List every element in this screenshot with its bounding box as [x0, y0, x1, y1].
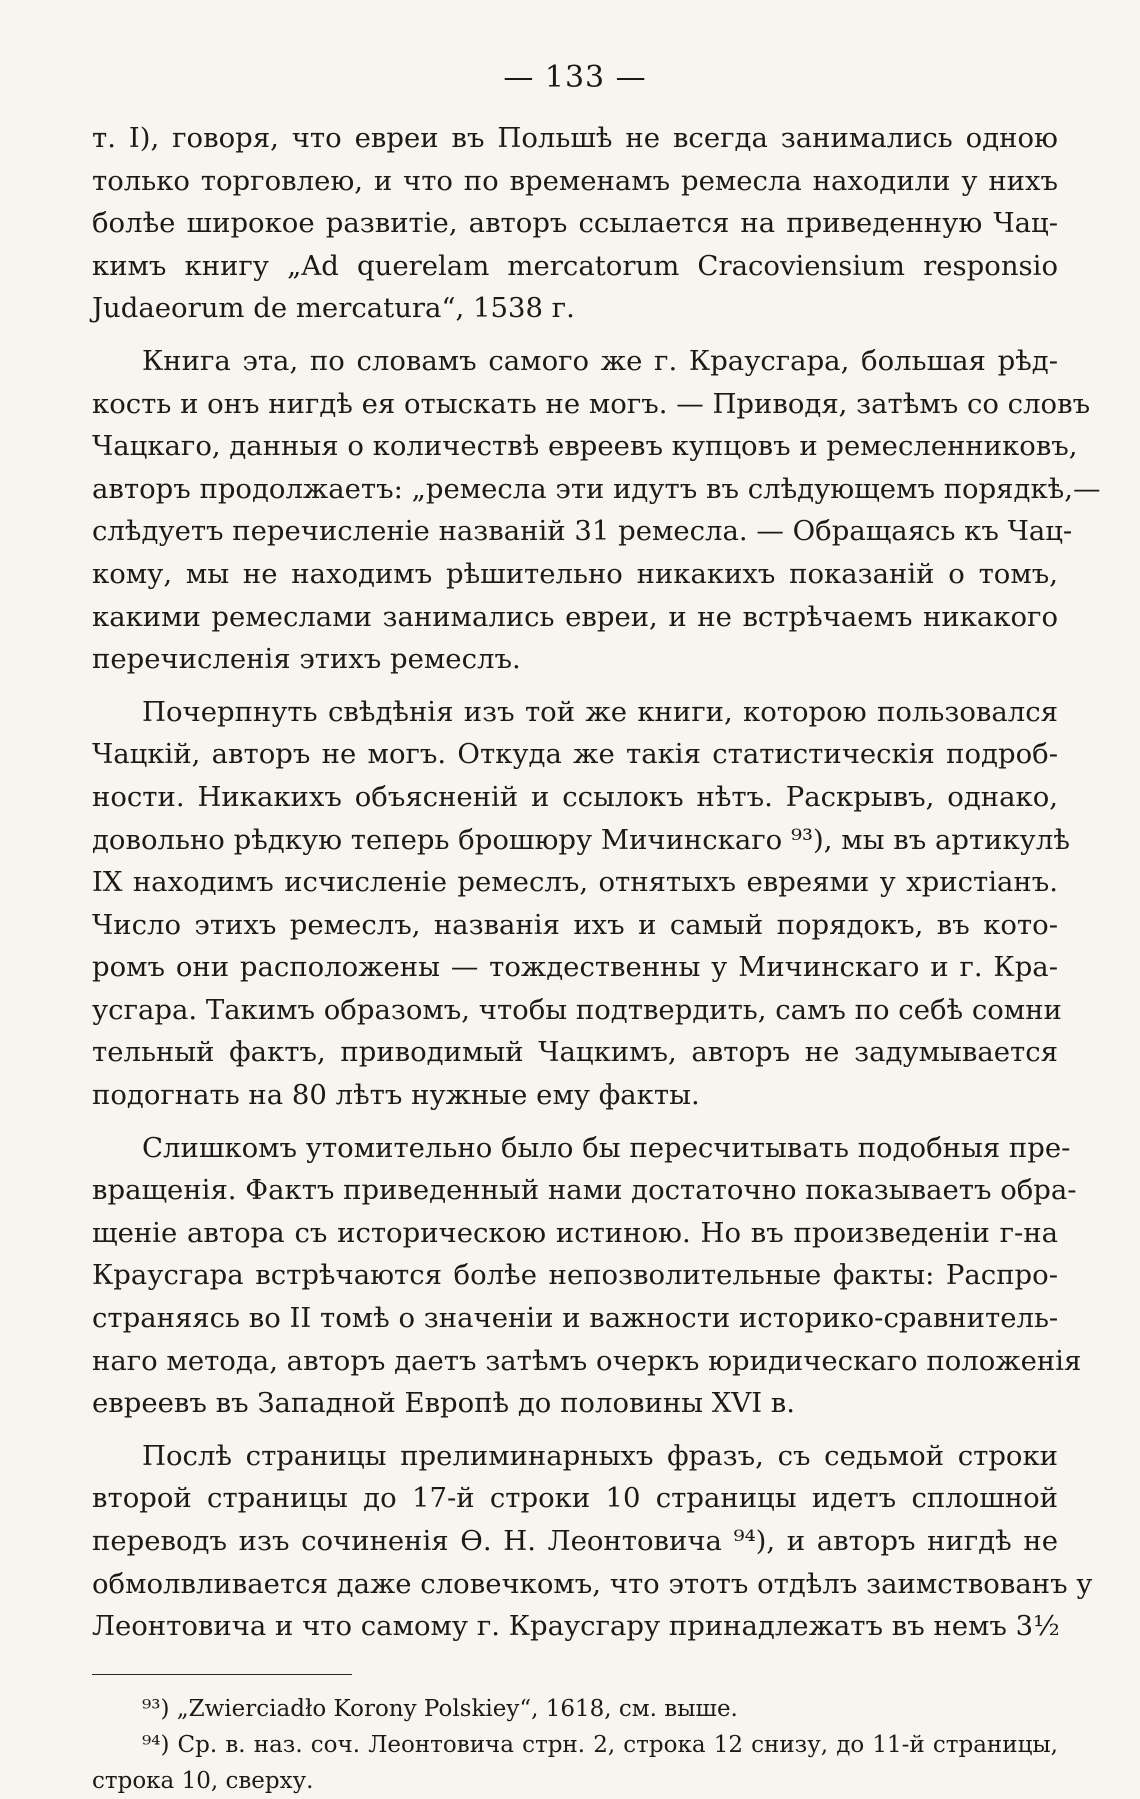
book-page — [92, 60, 1101, 1799]
text-line: Чацкаго, данныя о количествѣ евреевъ купцовъ и ремесленниковъ, — [92, 430, 1078, 463]
footnote-line: строка 10, сверху. — [92, 1767, 314, 1794]
text-line: Чацкій, авторъ не могъ. Откуда же такія статистическія подроб- — [92, 738, 1058, 771]
text-line: Леонтовича и что самому г. Краусгару принадлежатъ въ немъ 3½ — [92, 1610, 1060, 1643]
page-number: — 133 — — [503, 60, 647, 95]
text-line: щеніе автора съ историческою истиною. Но въ произведеніи г-на — [92, 1216, 1058, 1249]
text-line: евреевъ въ Западной Европѣ до половины XVI в. — [92, 1387, 796, 1420]
text-line: Послѣ страницы прелиминарныхъ фразъ, съ седьмой строки — [142, 1439, 1058, 1472]
footnote-94 — [92, 1727, 1058, 1799]
footnote-divider — [92, 1674, 352, 1675]
text-line: усгара. Такимъ образомъ, чтобы подтвердить, самъ по себѣ сомни — [92, 993, 1062, 1026]
text-line: второй страницы до 17-й строки 10 страницы идетъ сплошной — [92, 1482, 1058, 1515]
text-line: Почерпнуть свѣдѣнія изъ той же книги, которою пользовался — [142, 695, 1058, 728]
paragraph-5 — [92, 1435, 1093, 1648]
footnote-line: ⁹³) „Zwierciadło Korony Polskiey“, 1618, см. выше. — [142, 1695, 738, 1722]
text-line: какими ремеслами занимались евреи, и не встрѣчаемъ никакого — [92, 600, 1058, 633]
text-line: т. I), говоря, что евреи въ Польшѣ не всегда занимались одною — [92, 122, 1058, 154]
text-line: кость и онъ нигдѣ ея отыскать не могъ. — Приводя, затѣмъ со словъ — [92, 387, 1091, 420]
text-line: болѣе широкое развитіе, авторъ ссылается на приведенную Чац- — [92, 207, 1058, 240]
text-line: Слишкомъ утомительно было бы пересчитывать подобныя пре- — [142, 1131, 1071, 1164]
text-line: тельный фактъ, приводимый Чацкимъ, авторъ не задумывается — [92, 1036, 1058, 1069]
paragraph-3 — [92, 691, 1070, 1117]
text-line: страняясь во II томѣ о значеніи и важности историко-сравнитель- — [92, 1302, 1059, 1335]
text-line: авторъ продолжаетъ: „ремесла эти идутъ въ слѣдующемъ порядкѣ,— — [92, 472, 1101, 505]
text-line: Краусгара встрѣчаются болѣе непозволительные факты: Распро- — [92, 1259, 1058, 1292]
text-line: IX находимъ исчисленіе ремеслъ, отнятыхъ евреями у христіанъ. — [92, 866, 1058, 899]
text-line: подогнать на 80 лѣтъ нужные ему факты. — [92, 1079, 700, 1112]
text-line: ности. Никакихъ объясненій и ссылокъ нѣтъ. Раскрывъ, однако, — [92, 780, 1058, 813]
text-line: обмолвливается даже словечкомъ, что этотъ отдѣлъ заимствованъ у — [92, 1567, 1093, 1600]
text-line: слѣдуетъ перечисленіе названій 31 ремесла. — Обращаясь къ Чац- — [92, 515, 1073, 548]
text-line: переводъ изъ сочиненія Ѳ. Н. Леонтовича ⁹⁴), и авторъ нигдѣ не — [92, 1525, 1058, 1557]
text-line: Книга эта, по словамъ самого же г. Краусгара, большая рѣд- — [142, 344, 1058, 377]
paragraph-2 — [92, 340, 1101, 681]
footnote-line: ⁹⁴) Ср. в. наз. соч. Леонтовича стрн. 2, строка 12 снизу, до 11-й страницы, — [142, 1731, 1058, 1758]
text-line: перечисленія этихъ ремеслъ. — [92, 643, 521, 676]
footnote-93 — [92, 1691, 1058, 1727]
text-line: вращенія. Фактъ приведенный нами достаточно показываетъ обра- — [92, 1174, 1077, 1207]
text-line: ромъ они расположены — тождественны у Мичинскаго и г. Кра- — [92, 951, 1058, 984]
text-line: Число этихъ ремеслъ, названія ихъ и самый порядокъ, въ кото- — [92, 908, 1058, 941]
paragraph-1 — [92, 117, 1058, 330]
text-line: Judaeorum de mercatura“, 1538 г. — [92, 292, 575, 325]
paragraph-4 — [92, 1127, 1082, 1425]
text-line: кимъ книгу „Ad querelam mercatorum Cracoviensium responsio — [92, 249, 1058, 282]
text-line: довольно рѣдкую теперь брошюру Мичинскаго ⁹³), мы въ артикулѣ — [92, 823, 1070, 856]
text-line: наго метода, авторъ даетъ затѣмъ очеркъ юридическаго положенія — [92, 1344, 1082, 1377]
text-line: только торговлею, и что по временамъ ремесла находили у нихъ — [92, 164, 1058, 197]
text-line: кому, мы не находимъ рѣшительно никакихъ показаній о томъ, — [92, 557, 1058, 590]
